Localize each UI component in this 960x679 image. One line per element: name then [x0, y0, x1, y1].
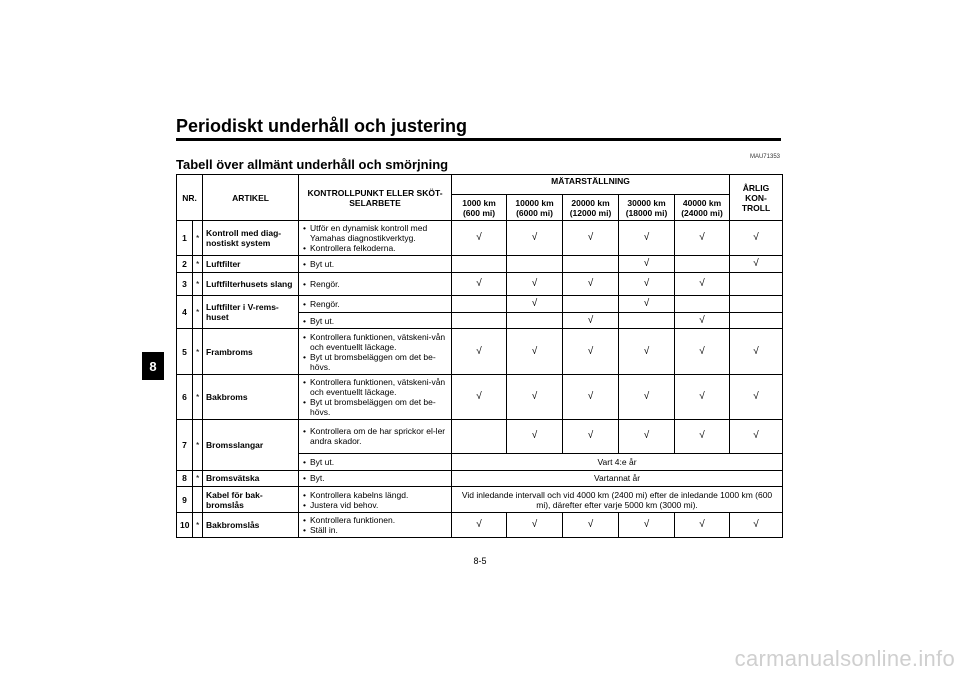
check-cell	[299, 312, 452, 329]
check-mark: √	[507, 329, 563, 374]
check-item: • Byt ut bromsbeläggen om det be-hövs.	[310, 397, 448, 417]
check-mark: √	[730, 420, 783, 454]
check-list	[302, 377, 448, 417]
section-title: Tabell över allmänt underhåll och smörjning	[176, 157, 449, 172]
row-item: Frambroms	[203, 329, 299, 374]
check-cell	[299, 374, 452, 419]
check-mark: √	[675, 374, 730, 419]
check-mark: √	[619, 512, 675, 537]
header-interval: 30000 km (18000 mi)	[619, 195, 675, 221]
check-cell	[299, 470, 452, 487]
check-list	[302, 457, 448, 467]
row-star: *	[193, 272, 203, 295]
empty-cell	[452, 295, 507, 312]
check-list	[302, 473, 448, 483]
header-annual: ÅRLIG KON-TROLL	[730, 175, 783, 221]
row-number: 7	[177, 420, 193, 471]
check-mark: √	[563, 221, 619, 256]
row-item: Kontroll med diag-nostiskt system	[203, 221, 299, 256]
check-cell	[299, 453, 452, 470]
header-interval: 40000 km (24000 mi)	[675, 195, 730, 221]
row-item: Kabel för bak-bromslås	[203, 487, 299, 512]
watermark: carmanualsonline.info	[734, 646, 955, 671]
empty-cell	[452, 312, 507, 329]
check-item: • Rengör.	[310, 299, 448, 309]
check-list	[302, 332, 448, 372]
check-mark: √	[675, 312, 730, 329]
header-odometer: MÄTARSTÄLLNING	[452, 175, 730, 195]
check-item: • Byt ut bromsbeläggen om det be-hövs.	[310, 352, 448, 372]
row-star: *	[193, 295, 203, 329]
empty-cell	[730, 295, 783, 312]
row-star: *	[193, 255, 203, 272]
row-number: 3	[177, 272, 193, 295]
check-item: • Kontrollera om de har sprickor el-ler andra skador.	[310, 426, 448, 446]
row-number: 6	[177, 374, 193, 419]
check-mark: √	[452, 374, 507, 419]
check-item: • Byt ut.	[310, 457, 448, 467]
empty-cell	[507, 312, 563, 329]
header-interval: 1000 km (600 mi)	[452, 195, 507, 221]
check-item: • Kontrollera funktionen, vätskeni-vån och eventuellt läckage.	[310, 332, 448, 352]
check-mark: √	[563, 312, 619, 329]
empty-cell	[452, 255, 507, 272]
header-check: KONTROLLPUNKT ELLER SKÖT-SELARBETE	[299, 175, 452, 221]
check-list	[302, 259, 448, 269]
check-item: • Byt ut.	[310, 316, 448, 326]
page-header-title: Periodiskt underhåll och justering	[176, 116, 468, 136]
chapter-tab: 8	[142, 352, 164, 380]
check-list	[302, 299, 448, 309]
reference-code: MAU71353	[749, 154, 780, 160]
check-mark: √	[619, 221, 675, 256]
check-list	[302, 279, 448, 289]
check-list	[302, 515, 448, 535]
check-mark: √	[675, 329, 730, 374]
check-cell	[299, 221, 452, 256]
check-mark: √	[675, 272, 730, 295]
empty-cell	[675, 255, 730, 272]
check-mark: √	[507, 374, 563, 419]
table-row	[177, 221, 783, 256]
empty-cell	[563, 295, 619, 312]
check-item: • Kontrollera kabelns längd.	[310, 490, 448, 500]
check-mark: √	[507, 295, 563, 312]
check-cell	[299, 295, 452, 312]
check-mark: √	[563, 512, 619, 537]
check-mark: √	[452, 512, 507, 537]
empty-cell	[452, 420, 507, 454]
check-mark: √	[507, 221, 563, 256]
check-mark: √	[619, 329, 675, 374]
table-body	[177, 221, 783, 538]
table-row	[177, 329, 783, 374]
check-mark: √	[563, 420, 619, 454]
check-list	[302, 426, 448, 446]
row-number: 4	[177, 295, 193, 329]
interval-span-text: Vid inledande intervall och vid 4000 km (2400 mi) efter de inledande 1000 km (600 mi), därefter efter varje 5000 km (3000 mi).	[452, 487, 783, 512]
row-number: 8	[177, 470, 193, 487]
check-list	[302, 490, 448, 510]
row-star: *	[193, 329, 203, 374]
empty-cell	[675, 295, 730, 312]
check-mark: √	[675, 221, 730, 256]
table-row	[177, 487, 783, 512]
empty-cell	[730, 272, 783, 295]
table-row	[177, 470, 783, 487]
row-star: *	[193, 512, 203, 537]
table-row	[177, 420, 783, 454]
check-mark: √	[730, 512, 783, 537]
check-item: • Kontrollera funktionen.	[310, 515, 448, 525]
check-mark: √	[507, 420, 563, 454]
check-cell	[299, 512, 452, 537]
interval-span-text: Vart 4:e år	[452, 453, 783, 470]
row-number: 1	[177, 221, 193, 256]
header-interval: 20000 km (12000 mi)	[563, 195, 619, 221]
check-mark: √	[619, 295, 675, 312]
row-item: Luftfilter	[203, 255, 299, 272]
check-mark: √	[619, 272, 675, 295]
check-mark: √	[452, 221, 507, 256]
check-mark: √	[619, 420, 675, 454]
check-mark: √	[675, 512, 730, 537]
row-item: Bromsvätska	[203, 470, 299, 487]
row-number: 10	[177, 512, 193, 537]
check-item: • Kontrollera felkoderna.	[310, 243, 448, 253]
check-cell	[299, 272, 452, 295]
check-item: • Utför en dynamisk kontroll med Yamahas diagnostikverktyg.	[310, 223, 448, 243]
interval-span-text: Vartannat år	[452, 470, 783, 487]
check-cell	[299, 255, 452, 272]
check-cell	[299, 420, 452, 454]
row-item: Luftfilter i V-rems-huset	[203, 295, 299, 329]
row-star: *	[193, 470, 203, 487]
check-list	[302, 316, 448, 326]
check-mark: √	[730, 255, 783, 272]
check-mark: √	[730, 329, 783, 374]
row-item: Bromsslangar	[203, 420, 299, 471]
table-row	[177, 295, 783, 312]
check-mark: √	[507, 512, 563, 537]
header-item: ARTIKEL	[203, 175, 299, 221]
check-mark: √	[452, 329, 507, 374]
row-item: Luftfilterhusets slang	[203, 272, 299, 295]
check-item: • Byt ut.	[310, 259, 448, 269]
empty-cell	[563, 255, 619, 272]
check-mark: √	[675, 420, 730, 454]
table-row	[177, 272, 783, 295]
table-header	[177, 175, 783, 221]
row-star	[193, 487, 203, 512]
check-mark: √	[507, 272, 563, 295]
check-item: • Ställ in.	[310, 525, 448, 535]
check-mark: √	[452, 272, 507, 295]
check-mark: √	[619, 374, 675, 419]
row-item: Bakbromslås	[203, 512, 299, 537]
check-item: • Byt.	[310, 473, 448, 483]
row-number: 9	[177, 487, 193, 512]
table-row	[177, 374, 783, 419]
check-list	[302, 223, 448, 253]
header-rule	[176, 138, 781, 141]
check-item: • Rengör.	[310, 279, 448, 289]
check-mark: √	[563, 272, 619, 295]
check-cell	[299, 487, 452, 512]
check-mark: √	[730, 221, 783, 256]
empty-cell	[619, 312, 675, 329]
empty-cell	[730, 312, 783, 329]
check-mark: √	[619, 255, 675, 272]
check-cell	[299, 329, 452, 374]
header-nr: NR.	[177, 175, 203, 221]
page-number: 8-5	[473, 556, 487, 566]
check-item: • Justera vid behov.	[310, 500, 448, 510]
row-number: 5	[177, 329, 193, 374]
row-star: *	[193, 221, 203, 256]
check-mark: √	[563, 374, 619, 419]
header-interval: 10000 km (6000 mi)	[507, 195, 563, 221]
check-item: • Kontrollera funktionen, vätskeni-vån och eventuellt läckage.	[310, 377, 448, 397]
table-row	[177, 512, 783, 537]
empty-cell	[507, 255, 563, 272]
row-item: Bakbroms	[203, 374, 299, 419]
check-mark: √	[730, 374, 783, 419]
row-star: *	[193, 374, 203, 419]
row-number: 2	[177, 255, 193, 272]
row-star: *	[193, 420, 203, 471]
check-mark: √	[563, 329, 619, 374]
maintenance-table	[176, 174, 783, 538]
table-row	[177, 255, 783, 272]
